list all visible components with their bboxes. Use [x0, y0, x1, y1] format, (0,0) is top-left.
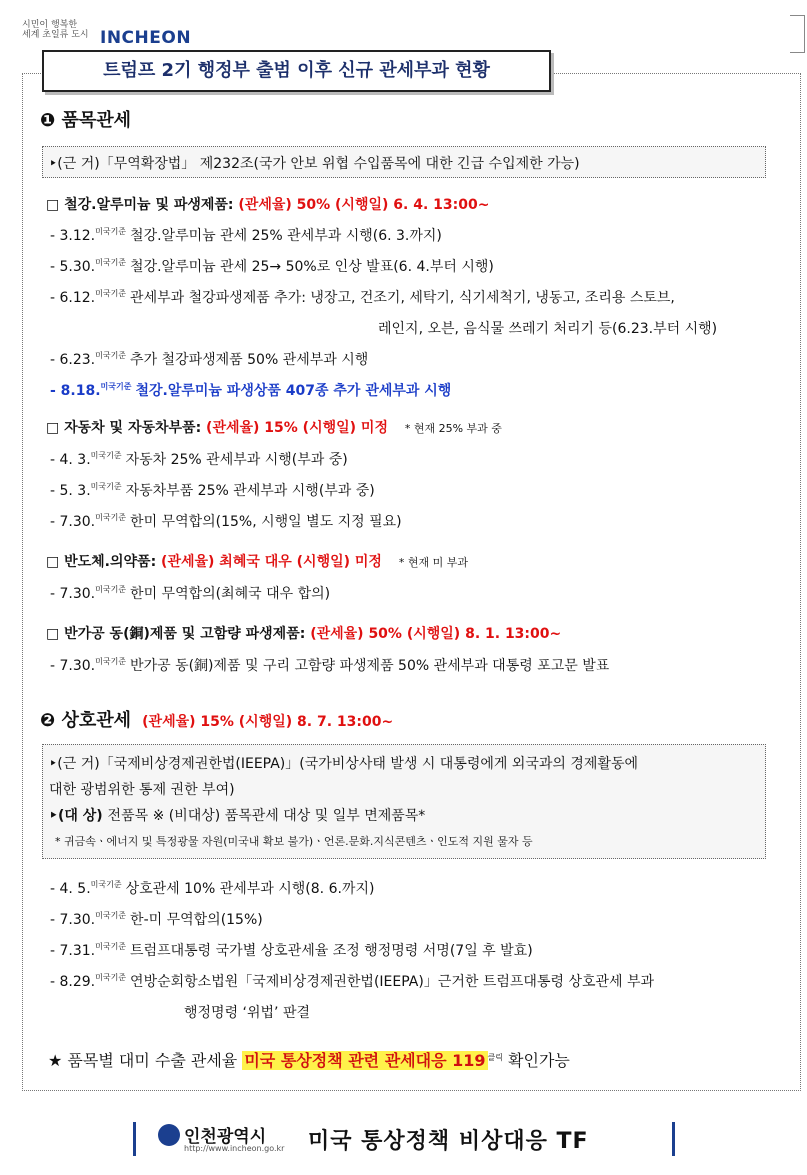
list-item: [50, 256, 494, 276]
item-basis-note: 미국기준: [90, 482, 122, 491]
list-item: [50, 349, 368, 369]
item-basis-note: 미국기준: [90, 880, 122, 889]
footer: [0, 1120, 807, 1160]
page-title: 트럼프 2기 행정부 출범 이후 신규 관세부과 현황: [42, 50, 551, 92]
item-text: 자동차 25% 관세부과 시행(부과 중): [125, 452, 348, 468]
item-date: - 3.12.: [50, 228, 96, 244]
section2-basis-line1: ‣(근 거)「국제비상경제권한법(IEEPA)」(국가비상사태 발생 시 대통령에게 외국과의 경제활동에: [49, 756, 639, 772]
item-text: 철강.알루미늄 파생상품 407종 추가 관세부과 시행: [135, 383, 452, 399]
list-item: [50, 480, 375, 500]
item-basis-note: 미국기준: [95, 657, 127, 666]
item-date: - 4. 3.: [50, 452, 91, 468]
item-text: 트럼프대통령 국가별 상호관세율 조정 행정명령 서명(7일 후 발효): [130, 943, 533, 959]
section1-basis: ‣(근 거)「무역확장법」 제232조(국가 안보 위협 수입품목에 대한 긴급 수입제한 가능): [49, 156, 580, 172]
item-date: - 5.30.: [50, 259, 96, 275]
list-item: [50, 380, 451, 400]
copper-heading: □ 반가공 동(銅)제품 및 고함량 파생제품: (관세율) 50% (시행일) 8. 1. 13:00~: [46, 626, 562, 642]
item-text: 관세부과 철강파생제품 추가: 냉장고, 건조기, 세탁기, 식기세척기, 냉동고, 조리용 스토브,: [130, 290, 675, 306]
item-basis-note: 미국기준: [95, 513, 127, 522]
item-date: - 7.30.: [50, 586, 96, 602]
item-date: - 7.30.: [50, 912, 96, 928]
item-date: - 7.30.: [50, 658, 96, 674]
list-item: [50, 511, 402, 531]
list-item: [50, 449, 348, 469]
section1-basis-box: [42, 146, 766, 178]
item-basis-note: 미국기준: [95, 973, 127, 982]
item-date: - 4. 5.: [50, 881, 91, 897]
steel-heading: □ 철강.알루미늄 및 파생제품: (관세율) 50% (시행일) 6. 4. 13:00~: [46, 197, 490, 213]
item-basis-note: 미국기준: [100, 382, 132, 391]
item-basis-note: 미국기준: [95, 585, 127, 594]
section1-heading: ❶ 품목관세: [40, 110, 132, 131]
footer-bar-right: [672, 1122, 675, 1156]
list-item: [50, 583, 330, 603]
item-date: - 7.30.: [50, 514, 96, 530]
list-item: [50, 971, 654, 991]
section2-basis-box: [42, 744, 766, 859]
item-text: 연방순회항소법원「국제비상경제권한법(IEEPA)」근거한 트럼프대통령 상호관세 부과: [130, 974, 655, 990]
footer-tf: 미국 통상정책 비상대응 TF: [308, 1129, 589, 1154]
item-text: 레인지, 오븐, 음식물 쓰레기 처리기 등(6.23.부터 시행): [378, 321, 718, 337]
auto-heading: □ 자동차 및 자동차부품: (관세율) 15% (시행일) 미정 * 현재 25% 부과 중: [46, 420, 502, 436]
footer-bar-left: [133, 1122, 136, 1156]
incheon-emblem-icon: [158, 1124, 180, 1146]
tariff-notice: ★ 품목별 대미 수출 관세율 미국 통상정책 관련 관세대응 119 $^{클릭}$ 확인가능: [48, 1051, 570, 1070]
section2-target-note: * 귀금속ㆍ에너지 및 특정광물 자원(미국내 확보 불가)ㆍ언론.문화.지식콘텐츠ㆍ인도적 지원 물자 등: [55, 835, 533, 848]
item-basis-note: 미국기준: [95, 351, 127, 360]
item-date: - 8.29.: [50, 974, 96, 990]
item-date: - 6.12.: [50, 290, 96, 306]
item-date: - 7.31.: [50, 943, 96, 959]
list-item: [50, 878, 374, 898]
item-text: 한미 무역합의(15%, 시행일 별도 지정 필요): [130, 514, 402, 530]
list-item: [334, 318, 717, 338]
header-decoration: [790, 15, 805, 53]
section2-target: ‣(대 상) 전품목 ※ (비대상) 품목관세 대상 및 일부 면제품목*: [49, 808, 426, 824]
item-date: - 5. 3.: [50, 483, 91, 499]
list-item: [50, 940, 533, 960]
list-item: [50, 287, 675, 307]
item-text: 철강.알루미늄 관세 25% 관세부과 시행(6. 3.까지): [130, 228, 442, 244]
item-basis-note: 미국기준: [95, 911, 127, 920]
item-text: 철강.알루미늄 관세 25→ 50%로 인상 발표(6. 4.부터 시행): [130, 259, 494, 275]
list-item: [50, 225, 442, 245]
item-text: 한-미 무역합의(15%): [130, 912, 263, 928]
incheon-logo: INCHEON: [100, 28, 192, 48]
list-item: [140, 1002, 310, 1022]
item-date: - 6.23.: [50, 352, 96, 368]
tariff-119-link[interactable]: 미국 통상정책 관련 관세대응 119: [244, 1051, 486, 1070]
item-text: 자동차부품 25% 관세부과 시행(부과 중): [125, 483, 375, 499]
item-basis-note: 미국기준: [95, 289, 127, 298]
item-text: 상호관세 10% 관세부과 시행(8. 6.까지): [125, 881, 375, 897]
section2-heading: ❷ 상호관세 (관세율) 15% (시행일) 8. 7. 13:00~: [40, 710, 394, 731]
item-text: 추가 철강파생제품 50% 관세부과 시행: [130, 352, 369, 368]
section2-basis-line2: 대한 광범위한 통제 권한 부여): [49, 782, 235, 798]
item-date: - 8.18.: [50, 383, 101, 399]
item-basis-note: 미국기준: [90, 451, 122, 460]
list-item: [50, 909, 263, 929]
footer-org: 인천광역시: [184, 1127, 267, 1147]
city-slogan: 시민이 행복한 세계 초일류 도시: [22, 20, 89, 40]
item-basis-note: 미국기준: [95, 942, 127, 951]
item-basis-note: 미국기준: [95, 227, 127, 236]
item-basis-note: 미국기준: [95, 258, 127, 267]
list-item: [50, 655, 609, 675]
semi-heading: □ 반도체.의약품: (관세율) 최혜국 대우 (시행일) 미정 * 현재 미 부과: [46, 554, 468, 570]
item-text: 행정명령 ‘위법’ 판결: [184, 1005, 310, 1021]
footer-url: http://www.incheon.go.kr: [184, 1144, 285, 1153]
item-text: 반가공 동(銅)제품 및 구리 고함량 파생제품 50% 관세부과 대통령 포고문 발표: [130, 658, 610, 674]
item-text: 한미 무역합의(최혜국 대우 합의): [130, 586, 331, 602]
